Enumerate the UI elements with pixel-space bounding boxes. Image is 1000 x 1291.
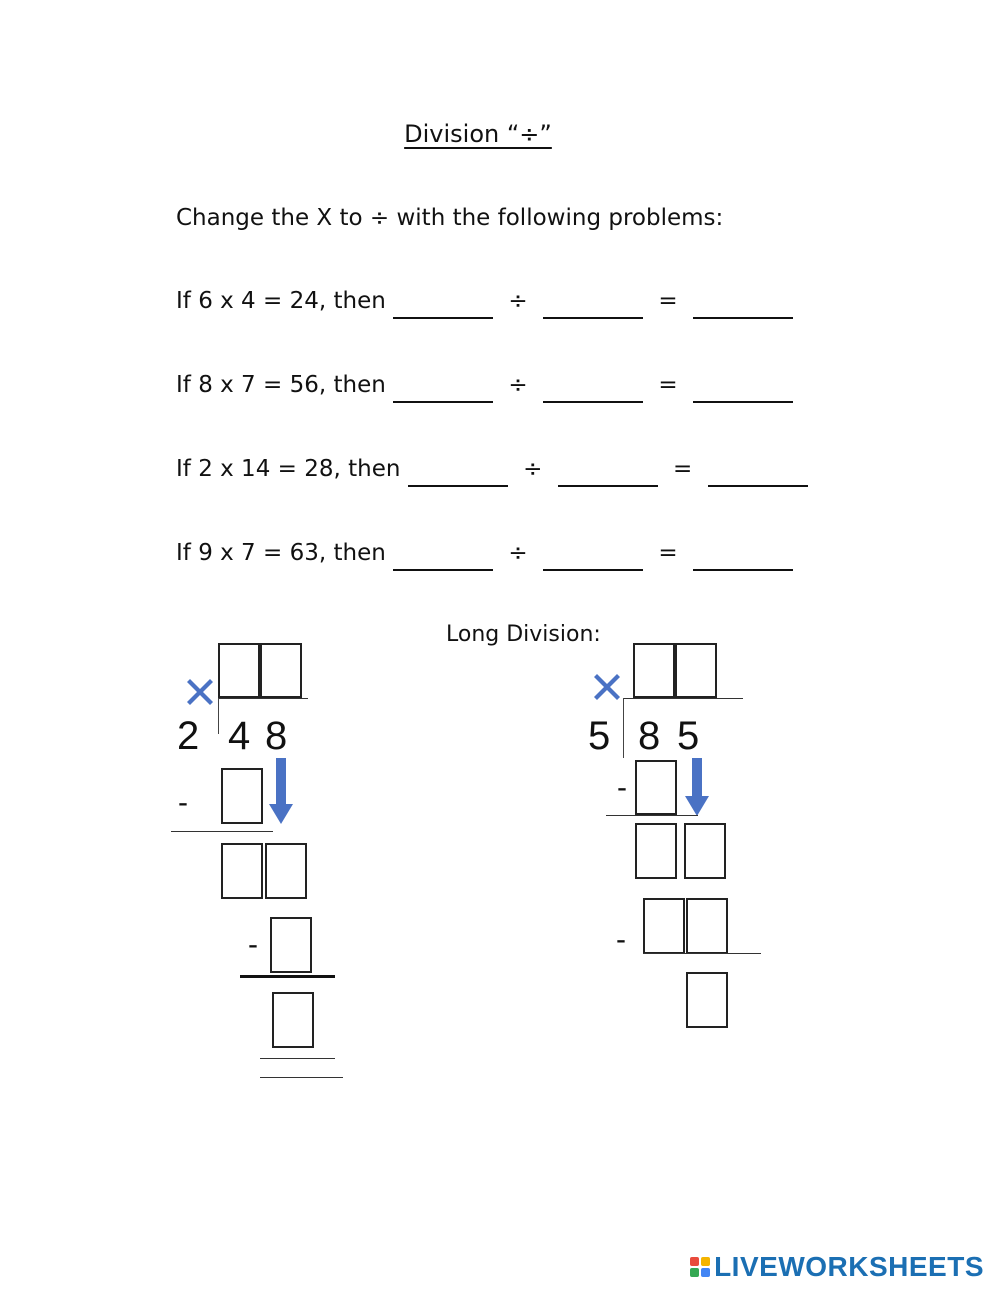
dividend-digit: 8 — [265, 714, 288, 758]
dividend-digit: 4 — [228, 714, 251, 758]
multiply-icon — [184, 676, 216, 708]
logo-mark-icon — [690, 1257, 710, 1277]
problem-row — [176, 372, 793, 403]
division-bracket — [623, 698, 624, 758]
division-bar — [623, 698, 743, 699]
subtract-line — [643, 953, 761, 954]
minus-sign: - — [616, 923, 626, 956]
worksheet-title: Division “÷” — [404, 120, 552, 148]
quotient-box[interactable] — [260, 643, 302, 698]
subtract-box[interactable] — [686, 898, 728, 954]
problem-row — [176, 540, 793, 571]
answer-input-divisor[interactable] — [558, 461, 658, 487]
logo-text: LIVEWORKSHEETS — [714, 1251, 984, 1282]
divisor-digit: 2 — [177, 714, 200, 758]
problem-prompt: If 2 x 14 = 28, then — [176, 456, 401, 482]
remainder-box[interactable] — [221, 843, 263, 899]
subtract-box[interactable] — [635, 760, 677, 815]
problem-row — [176, 456, 808, 487]
subtract-line — [606, 815, 698, 816]
problem-prompt: If 6 x 4 = 24, then — [176, 288, 386, 314]
remainder-box[interactable] — [684, 823, 726, 879]
answer-input-divisor[interactable] — [543, 377, 643, 403]
quotient-box[interactable] — [633, 643, 675, 698]
divide-symbol: ÷ — [508, 288, 528, 314]
divide-symbol: ÷ — [523, 456, 543, 482]
division-bar — [218, 698, 308, 699]
problem-prompt: If 9 x 7 = 63, then — [176, 540, 386, 566]
answer-input-dividend[interactable] — [393, 293, 493, 319]
instruction-text: Change the X to ÷ with the following problems: — [176, 205, 724, 231]
bring-down-arrow-icon — [268, 758, 294, 826]
answer-input-dividend[interactable] — [408, 461, 508, 487]
dividend-digit: 8 — [638, 714, 661, 758]
answer-input-quotient[interactable] — [693, 293, 793, 319]
long-division-label: Long Division: — [446, 622, 601, 647]
liveworksheets-logo — [690, 1251, 984, 1283]
equals-symbol: = — [658, 540, 678, 566]
divisor-digit: 5 — [588, 714, 611, 758]
subtract-line — [240, 975, 335, 978]
subtract-line — [260, 1058, 335, 1059]
answer-input-divisor[interactable] — [543, 545, 643, 571]
problem-row — [176, 288, 793, 319]
quotient-box[interactable] — [675, 643, 717, 698]
bring-down-arrow-icon — [684, 758, 710, 818]
answer-input-dividend[interactable] — [393, 545, 493, 571]
remainder-box[interactable] — [272, 992, 314, 1048]
subtract-box[interactable] — [221, 768, 263, 824]
equals-symbol: = — [658, 372, 678, 398]
subtract-line — [171, 831, 273, 832]
dividend-digit: 5 — [677, 714, 700, 758]
subtract-box[interactable] — [270, 917, 312, 973]
subtract-box[interactable] — [643, 898, 685, 954]
answer-input-quotient[interactable] — [693, 377, 793, 403]
remainder-box[interactable] — [686, 972, 728, 1028]
minus-sign: - — [617, 771, 627, 804]
remainder-box[interactable] — [635, 823, 677, 879]
quotient-box[interactable] — [218, 643, 260, 698]
multiply-icon — [591, 671, 623, 703]
answer-line — [260, 1077, 343, 1078]
divide-symbol: ÷ — [508, 540, 528, 566]
problem-prompt: If 8 x 7 = 56, then — [176, 372, 386, 398]
answer-input-quotient[interactable] — [693, 545, 793, 571]
minus-sign: - — [178, 786, 188, 819]
remainder-box[interactable] — [265, 843, 307, 899]
equals-symbol: = — [672, 456, 693, 482]
divide-symbol: ÷ — [508, 372, 528, 398]
minus-sign: - — [248, 928, 258, 961]
answer-input-divisor[interactable] — [543, 293, 643, 319]
division-bracket — [218, 698, 219, 734]
answer-input-dividend[interactable] — [393, 377, 493, 403]
answer-input-quotient[interactable] — [708, 461, 808, 487]
equals-symbol: = — [658, 288, 678, 314]
